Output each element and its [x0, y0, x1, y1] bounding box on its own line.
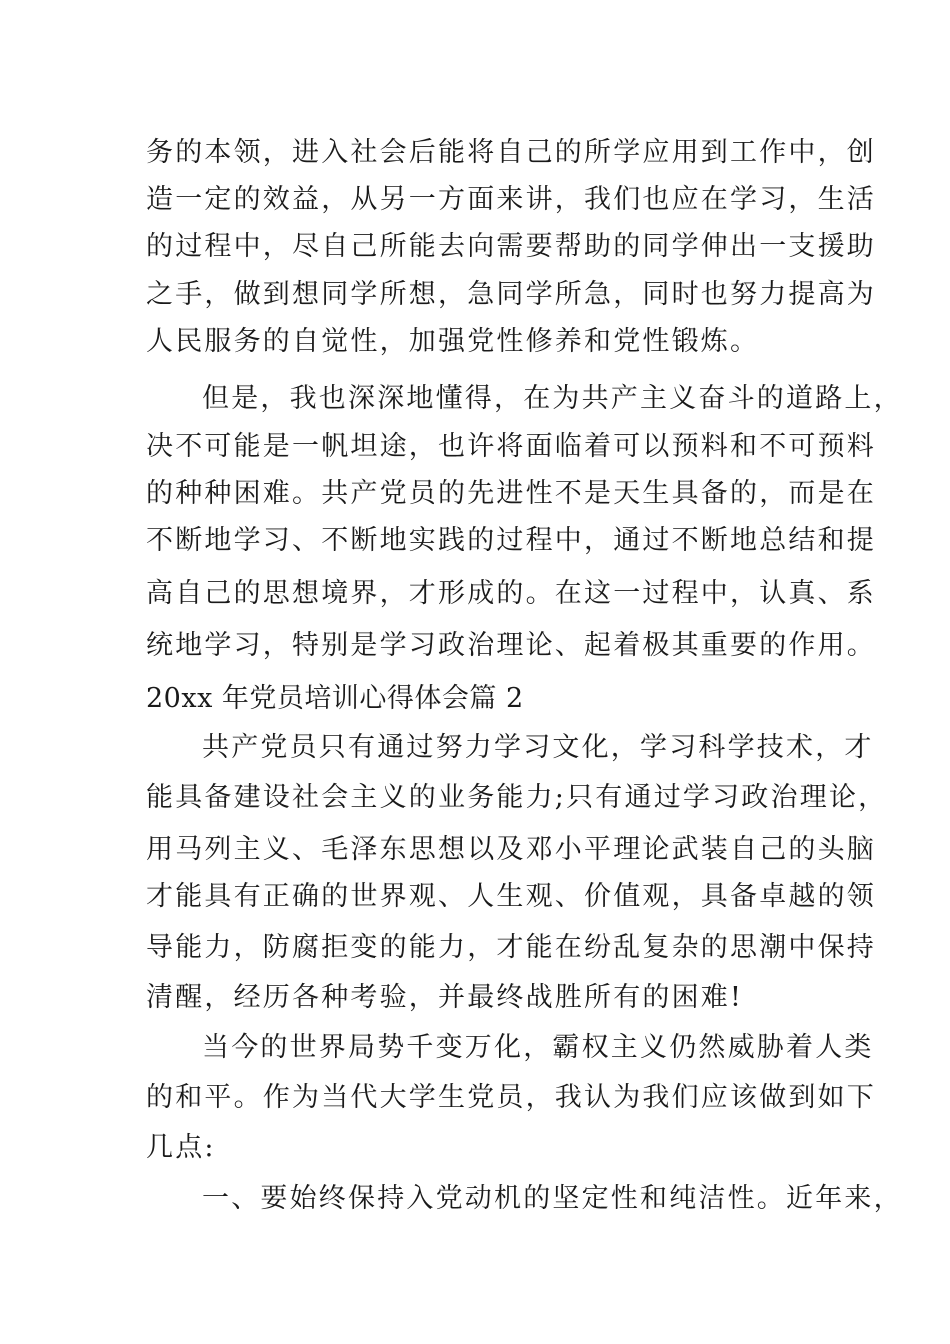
text-line: 的和平。作为当代大学生党员，我认为我们应该做到如下	[146, 1082, 876, 1113]
text-line: 决不可能是一帆坦途，也许将面临着可以预料和不可预料	[146, 431, 876, 462]
text-line: 造一定的效益，从另一方面来讲，我们也应在学习，生活	[146, 184, 876, 215]
paragraph-first-line: 一、要始终保持入党动机的坚定性和纯洁性。近年来，	[202, 1183, 903, 1214]
text-line: 能具备建设社会主义的业务能力;只有通过学习政治理论，	[146, 782, 888, 813]
text-line: 不断地学习、不断地实践的过程中，通过不断地总结和提	[146, 525, 876, 556]
text-line: 统地学习，特别是学习政治理论、起着极其重要的作用。	[146, 630, 876, 661]
text-line: 高自己的思想境界，才形成的。在这一过程中，认真、系	[146, 578, 876, 609]
text-line: 用马列主义、毛泽东思想以及邓小平理论武装自己的头脑	[146, 834, 876, 865]
text-line: 导能力，防腐拒变的能力，才能在纷乱复杂的思潮中保持	[146, 932, 876, 963]
text-line: 的种种困难。共产党员的先进性不是天生具备的，而是在	[146, 478, 876, 509]
text-line: 几点:	[146, 1132, 216, 1163]
text-line: 务的本领，进入社会后能将自己的所学应用到工作中，创	[146, 137, 876, 168]
text-line: 才能具有正确的世界观、人生观、价值观，具备卓越的领	[146, 881, 876, 912]
text-line: 之手，做到想同学所想，急同学所急，同时也努力提高为	[146, 279, 876, 310]
text-line: 人民服务的自觉性，加强党性修养和党性锻炼。	[146, 326, 760, 357]
text-line: 清醒，经历各种考验，并最终战胜所有的困难!	[146, 982, 744, 1013]
section-heading: 20xx 年党员培训心得体会篇 2	[146, 683, 524, 714]
paragraph-first-line: 当今的世界局势千变万化，霸权主义仍然威胁着人类	[202, 1032, 874, 1063]
text-line: 的过程中，尽自己所能去向需要帮助的同学伸出一支援助	[146, 231, 876, 262]
paragraph-first-line: 但是，我也深深地懂得，在为共产主义奋斗的道路上，	[202, 383, 903, 414]
paragraph-first-line: 共产党员只有通过努力学习文化，学习科学技术，才	[202, 732, 874, 763]
